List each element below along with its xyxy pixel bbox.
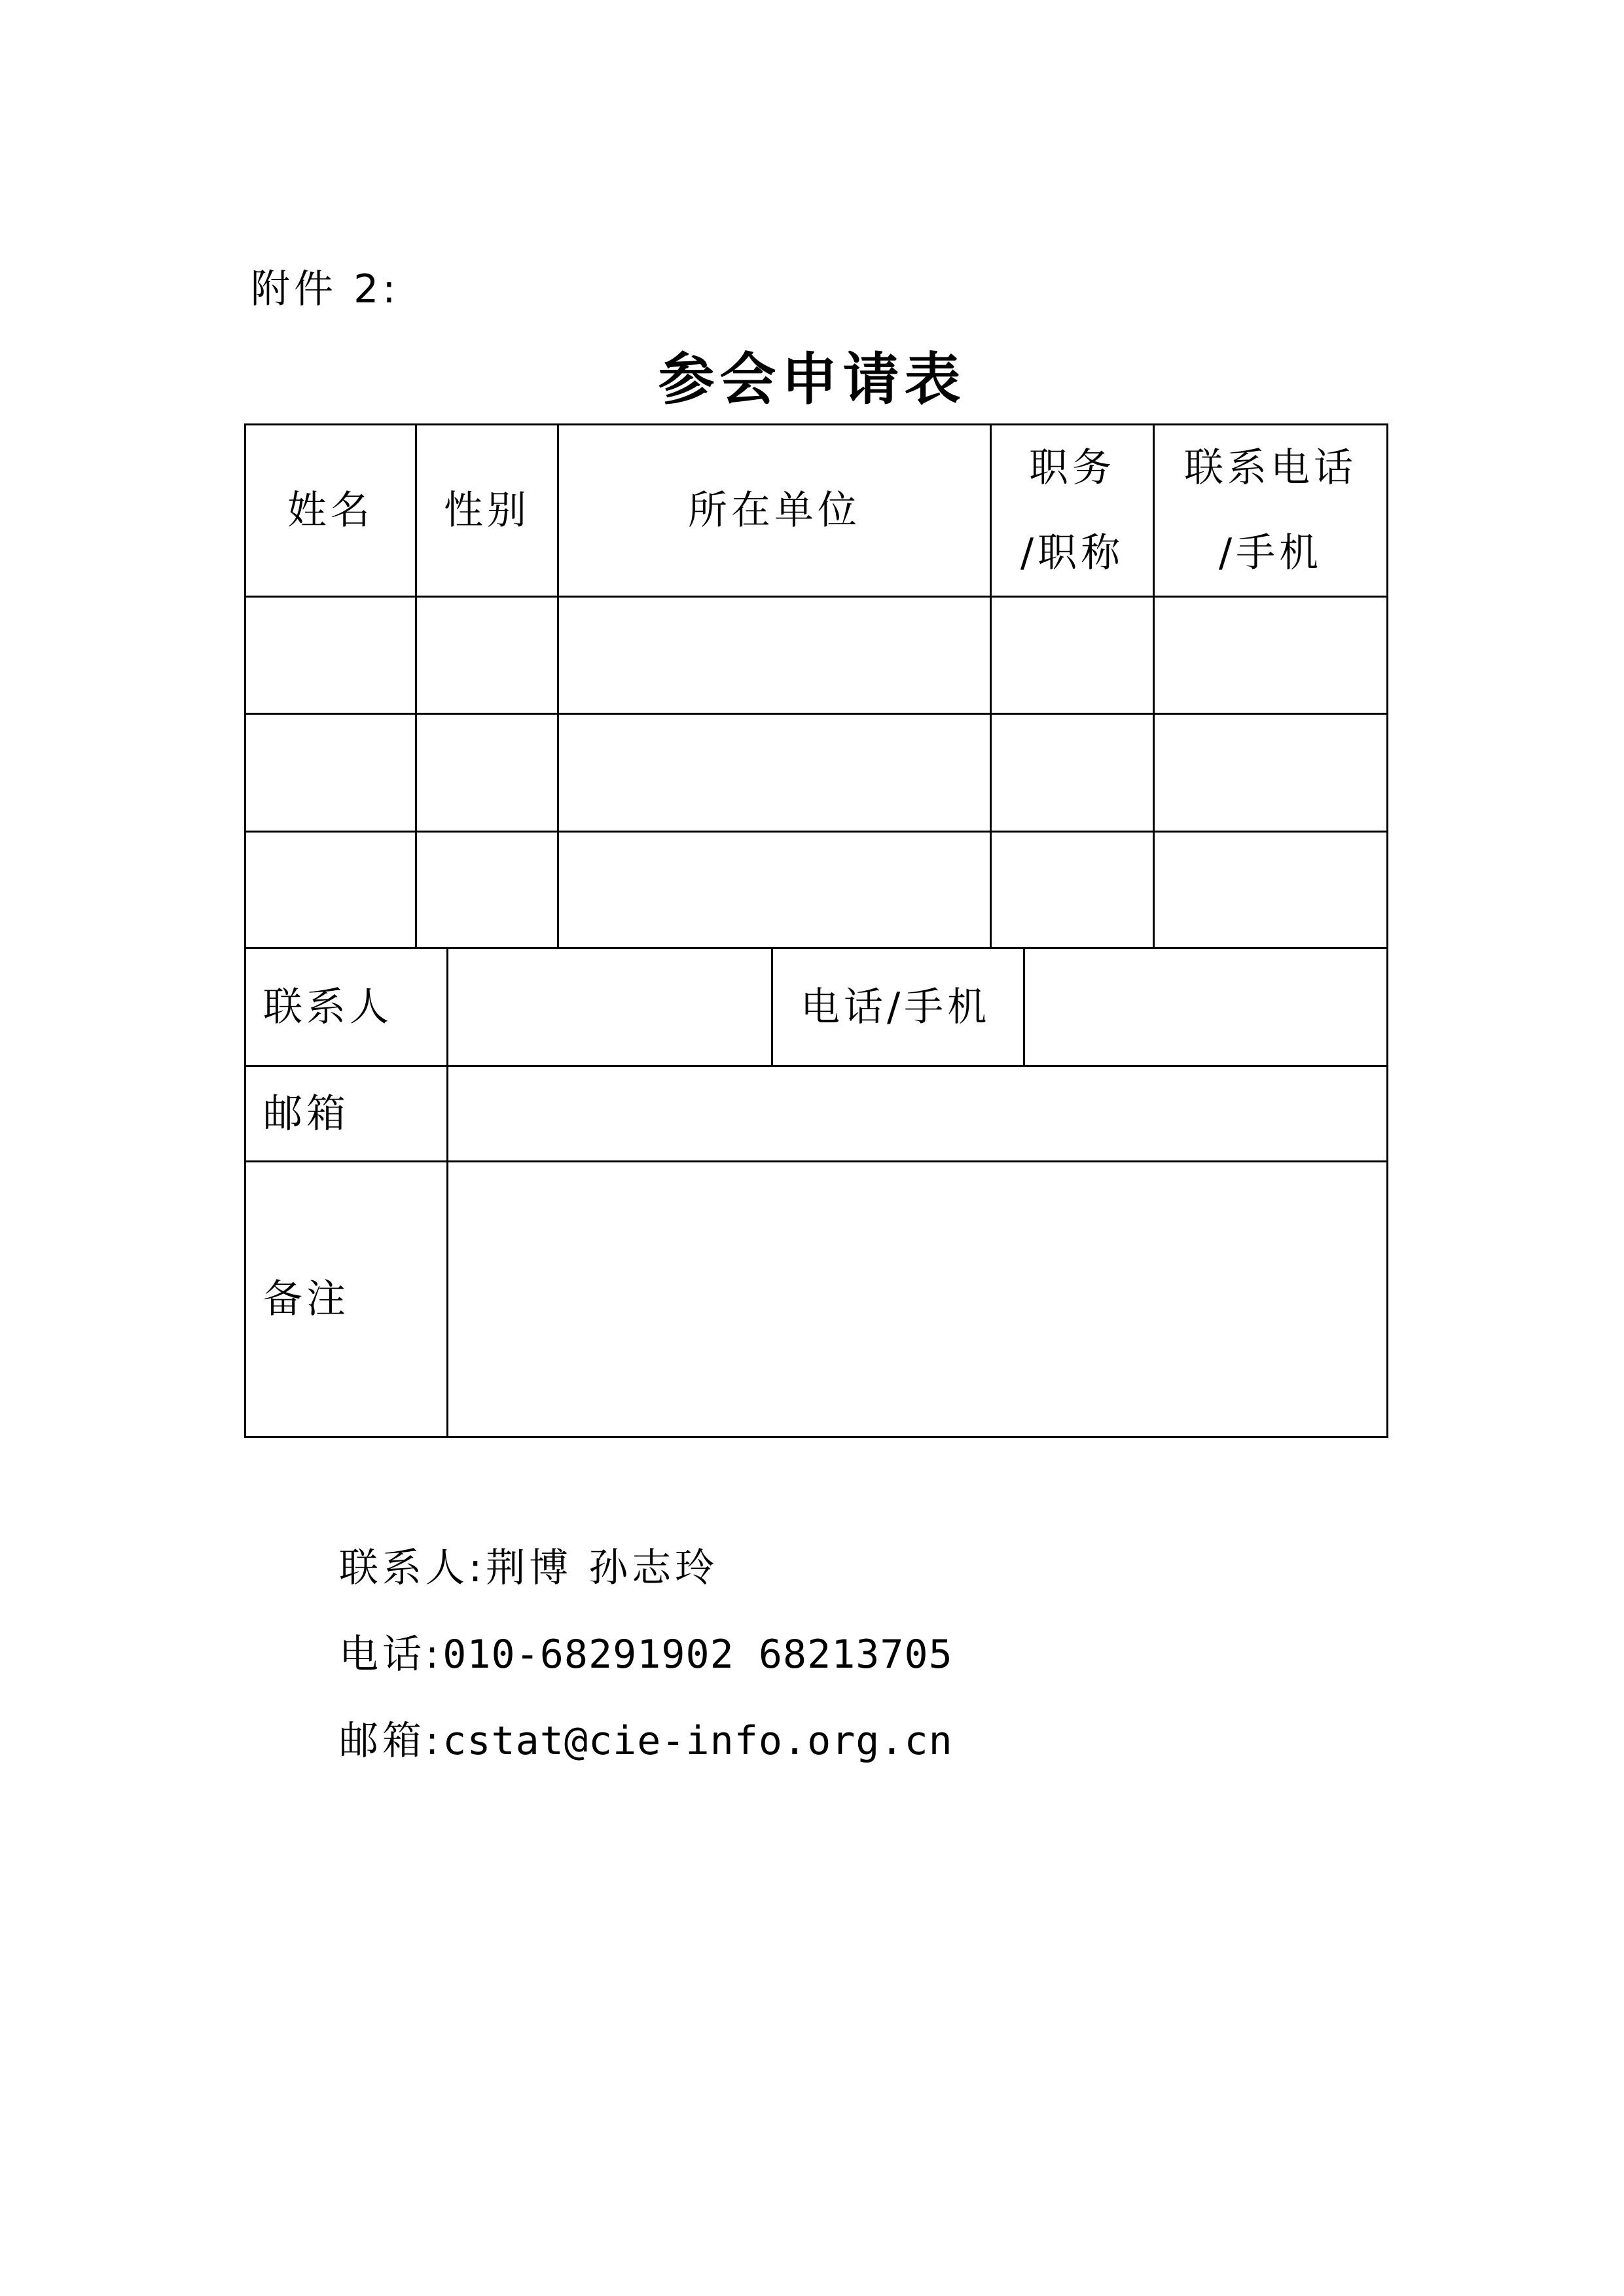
row2-position-cell[interactable]: [992, 715, 1153, 831]
header-gender-label: 性别: [444, 488, 530, 533]
row2-phone-cell[interactable]: [1155, 715, 1386, 831]
row2-organization-cell[interactable]: [559, 715, 990, 831]
contact-phone-prefix: 电话:: [339, 1632, 443, 1677]
header-position-line2: /职称: [1020, 530, 1125, 576]
row3-name-cell[interactable]: [246, 833, 415, 947]
remarks-label-cell: [246, 1162, 446, 1436]
header-position: [992, 425, 1153, 596]
remarks-input[interactable]: [448, 1162, 1386, 1436]
contact-person-label-cell: [246, 949, 446, 1065]
email-input[interactable]: [448, 1067, 1386, 1160]
row3-gender-cell[interactable]: [417, 833, 557, 947]
email-label: 邮箱: [263, 1090, 350, 1137]
header-organization-label: 所在单位: [688, 488, 861, 533]
row1-phone-cell[interactable]: [1155, 598, 1386, 713]
header-phone: [1155, 425, 1386, 596]
row3-phone-cell[interactable]: [1155, 833, 1386, 947]
header-position-line1: 职务: [1029, 445, 1115, 491]
contact-person-label: 联系人: [263, 984, 393, 1030]
row2-name-cell[interactable]: [246, 715, 415, 831]
contact-person-line: [339, 1542, 718, 1594]
email-label-cell: [246, 1067, 446, 1160]
row2-gender-cell[interactable]: [417, 715, 557, 831]
attachment-label: 附件 2:: [251, 266, 400, 312]
row1-position-cell[interactable]: [992, 598, 1153, 713]
row3-organization-cell[interactable]: [559, 833, 990, 947]
header-organization: [559, 425, 990, 596]
row1-gender-cell[interactable]: [417, 598, 557, 713]
contact-email-line: [339, 1715, 953, 1767]
row1-organization-cell[interactable]: [559, 598, 990, 713]
contact-phone-numbers: 010-68291902 68213705: [442, 1632, 953, 1677]
contact-person-input[interactable]: [448, 949, 771, 1065]
header-gender: [417, 425, 557, 596]
table-bottom-border: [245, 1436, 1388, 1438]
phone-mobile-label: 电话/手机: [801, 984, 991, 1030]
header-name: [246, 425, 415, 596]
phone-mobile-label-cell: [773, 949, 1023, 1065]
remarks-label: 备注: [263, 1276, 350, 1322]
header-name-label: 姓名: [287, 488, 374, 533]
header-phone-line1: 联系电话: [1184, 445, 1357, 491]
contact-person-names: 荆博 孙志玲: [486, 1545, 719, 1591]
contact-email-address[interactable]: cstat@cie-info.org.cn: [442, 1718, 953, 1764]
phone-mobile-input[interactable]: [1025, 949, 1386, 1065]
contact-person-prefix: 联系人:: [339, 1545, 486, 1591]
contact-phone-line: [339, 1628, 953, 1681]
row3-position-cell[interactable]: [992, 833, 1153, 947]
row1-name-cell[interactable]: [246, 598, 415, 713]
header-phone-line2: /手机: [1218, 530, 1323, 576]
form-title: 参会申请表: [658, 347, 966, 412]
table-right-border: [1386, 423, 1388, 1438]
contact-email-prefix: 邮箱:: [339, 1718, 443, 1764]
